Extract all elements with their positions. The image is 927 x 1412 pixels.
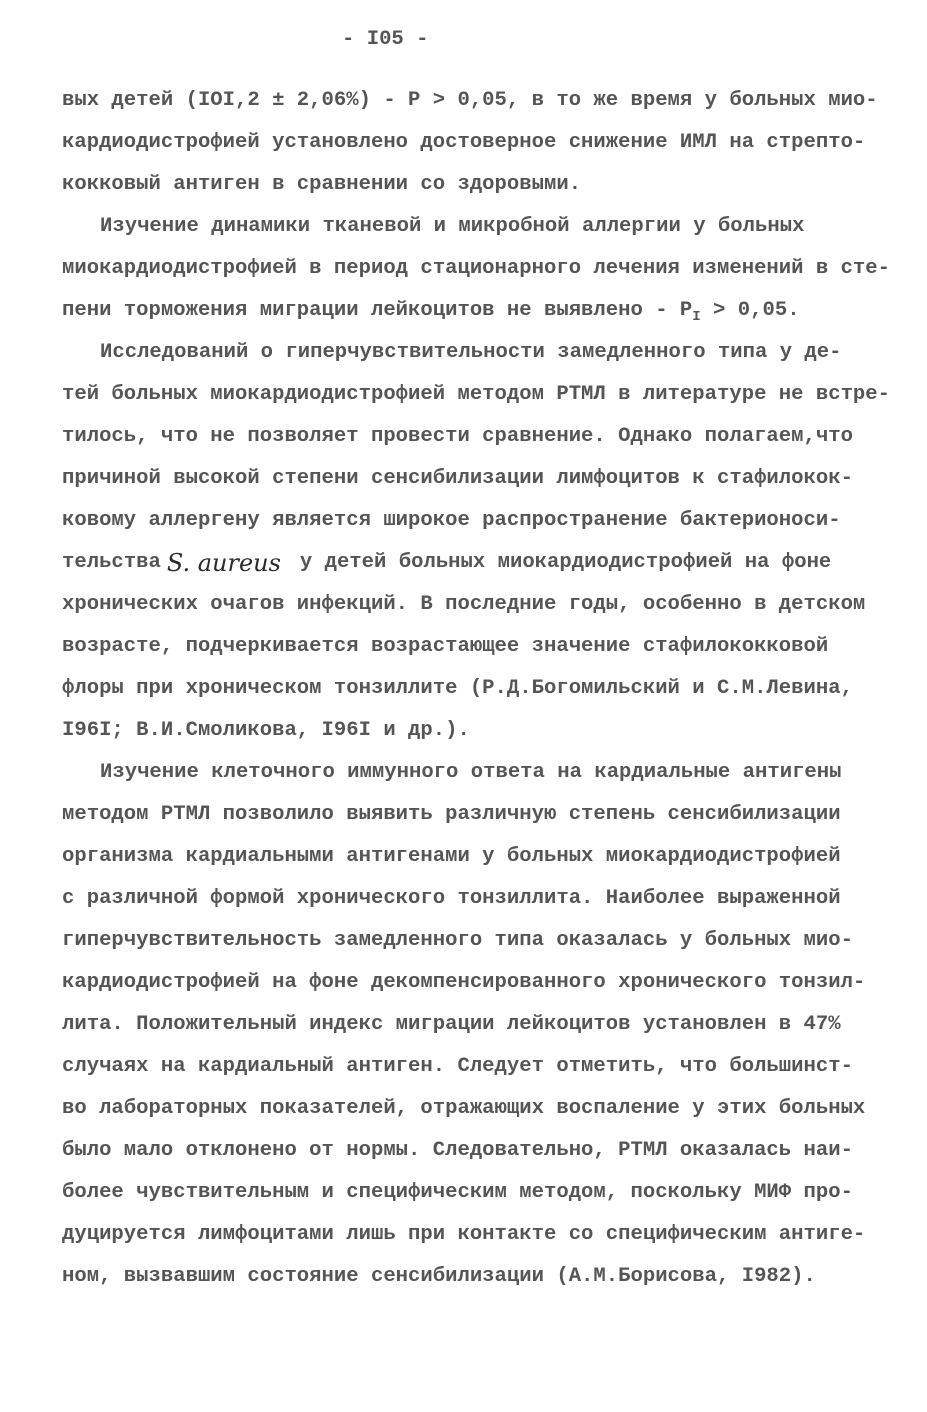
text-line: возрасте, подчеркивается возрастающее значение стафилококковой bbox=[62, 635, 829, 658]
text-fragment: пени торможения миграции лейкоцитов не выявлено - P bbox=[62, 299, 693, 322]
text-line: тей больных миокардиодистрофией методом РТМЛ в литературе не встре- bbox=[62, 383, 891, 406]
text-line: флоры при хроническом тонзиллите (Р.Д.Богомильский и С.М.Левина, bbox=[62, 677, 853, 700]
text-line: кокковый антиген в сравнении со здоровыми. bbox=[62, 173, 582, 196]
paragraph-start-line: Изучение клеточного иммунного ответа на кардиальные антигены bbox=[100, 761, 842, 784]
text-line: ковому аллергену является широкое распространение бактерионоси- bbox=[62, 509, 841, 532]
text-line: дуцируется лимфоцитами лишь при контакте со специфическим антиге- bbox=[62, 1223, 866, 1246]
text-line: тилось, что не позволяет провести сравнение. Однако полагаем,что bbox=[62, 425, 853, 448]
text-line: причиной высокой степени сенсибилизации лимфоцитов к стафилокок- bbox=[62, 467, 853, 490]
text-line: кардиодистрофией на фоне декомпенсированного хронического тонзил- bbox=[62, 971, 866, 994]
text-line: во лабораторных показателей, отражающих воспаление у этих больных bbox=[62, 1097, 866, 1120]
text-line: случаях на кардиальный антиген. Следует отметить, что большинст- bbox=[62, 1055, 853, 1078]
text-line: более чувствительным и специфическим методом, поскольку МИФ про- bbox=[62, 1181, 853, 1204]
text-fragment: > 0,05. bbox=[700, 299, 800, 322]
text-line: миокардиодистрофией в период стационарного лечения изменений в сте- bbox=[62, 257, 891, 280]
text-line: было мало отклонено от нормы. Следовательно, РТМЛ оказалась наи- bbox=[62, 1139, 853, 1162]
handwritten-insert: S. aureus bbox=[166, 549, 281, 577]
text-line: I96I; В.И.Смоликова, I96I и др.). bbox=[62, 719, 470, 742]
text-line: гиперчувствительность замедленного типа оказалась у больных мио- bbox=[62, 929, 853, 952]
text-line: лита. Положительный индекс миграции лейкоцитов установлен в 47% bbox=[62, 1013, 841, 1036]
text-line-with-handwriting bbox=[62, 542, 912, 584]
text-line: методом РТМЛ позволило выявить различную степень сенсибилизации bbox=[62, 803, 841, 826]
text-line: с различной формой хронического тонзиллита. Наиболее выраженной bbox=[62, 887, 841, 910]
subscript: I bbox=[692, 309, 701, 325]
paragraph-start-line: Изучение динамики тканевой и микробной аллергии у больных bbox=[100, 215, 805, 238]
text-fragment: у детей больных миокардиодистрофией на фоне bbox=[299, 551, 832, 574]
text-line: организма кардиальными антигенами у больных миокардиодистрофией bbox=[62, 845, 841, 868]
text-line-with-subscript bbox=[62, 290, 912, 332]
text-fragment: тельства bbox=[62, 551, 161, 574]
paragraph-start-line: Исследований о гиперчувствительности замедленного типа у де- bbox=[100, 341, 842, 364]
page-number: - I05 - bbox=[342, 28, 429, 51]
text-line: хронических очагов инфекций. В последние годы, особенно в детском bbox=[62, 593, 866, 616]
text-line: кардиодистрофией установлено достоверное снижение ИМЛ на стрепто- bbox=[62, 131, 866, 154]
text-line: вых детей (IOI,2 ± 2,06%) - P > 0,05, в то же время у больных мио- bbox=[62, 89, 878, 112]
text-line: ном, вызвавшим состояние сенсибилизации (А.М.Борисова, I982). bbox=[62, 1265, 816, 1288]
body-text bbox=[62, 80, 912, 1298]
